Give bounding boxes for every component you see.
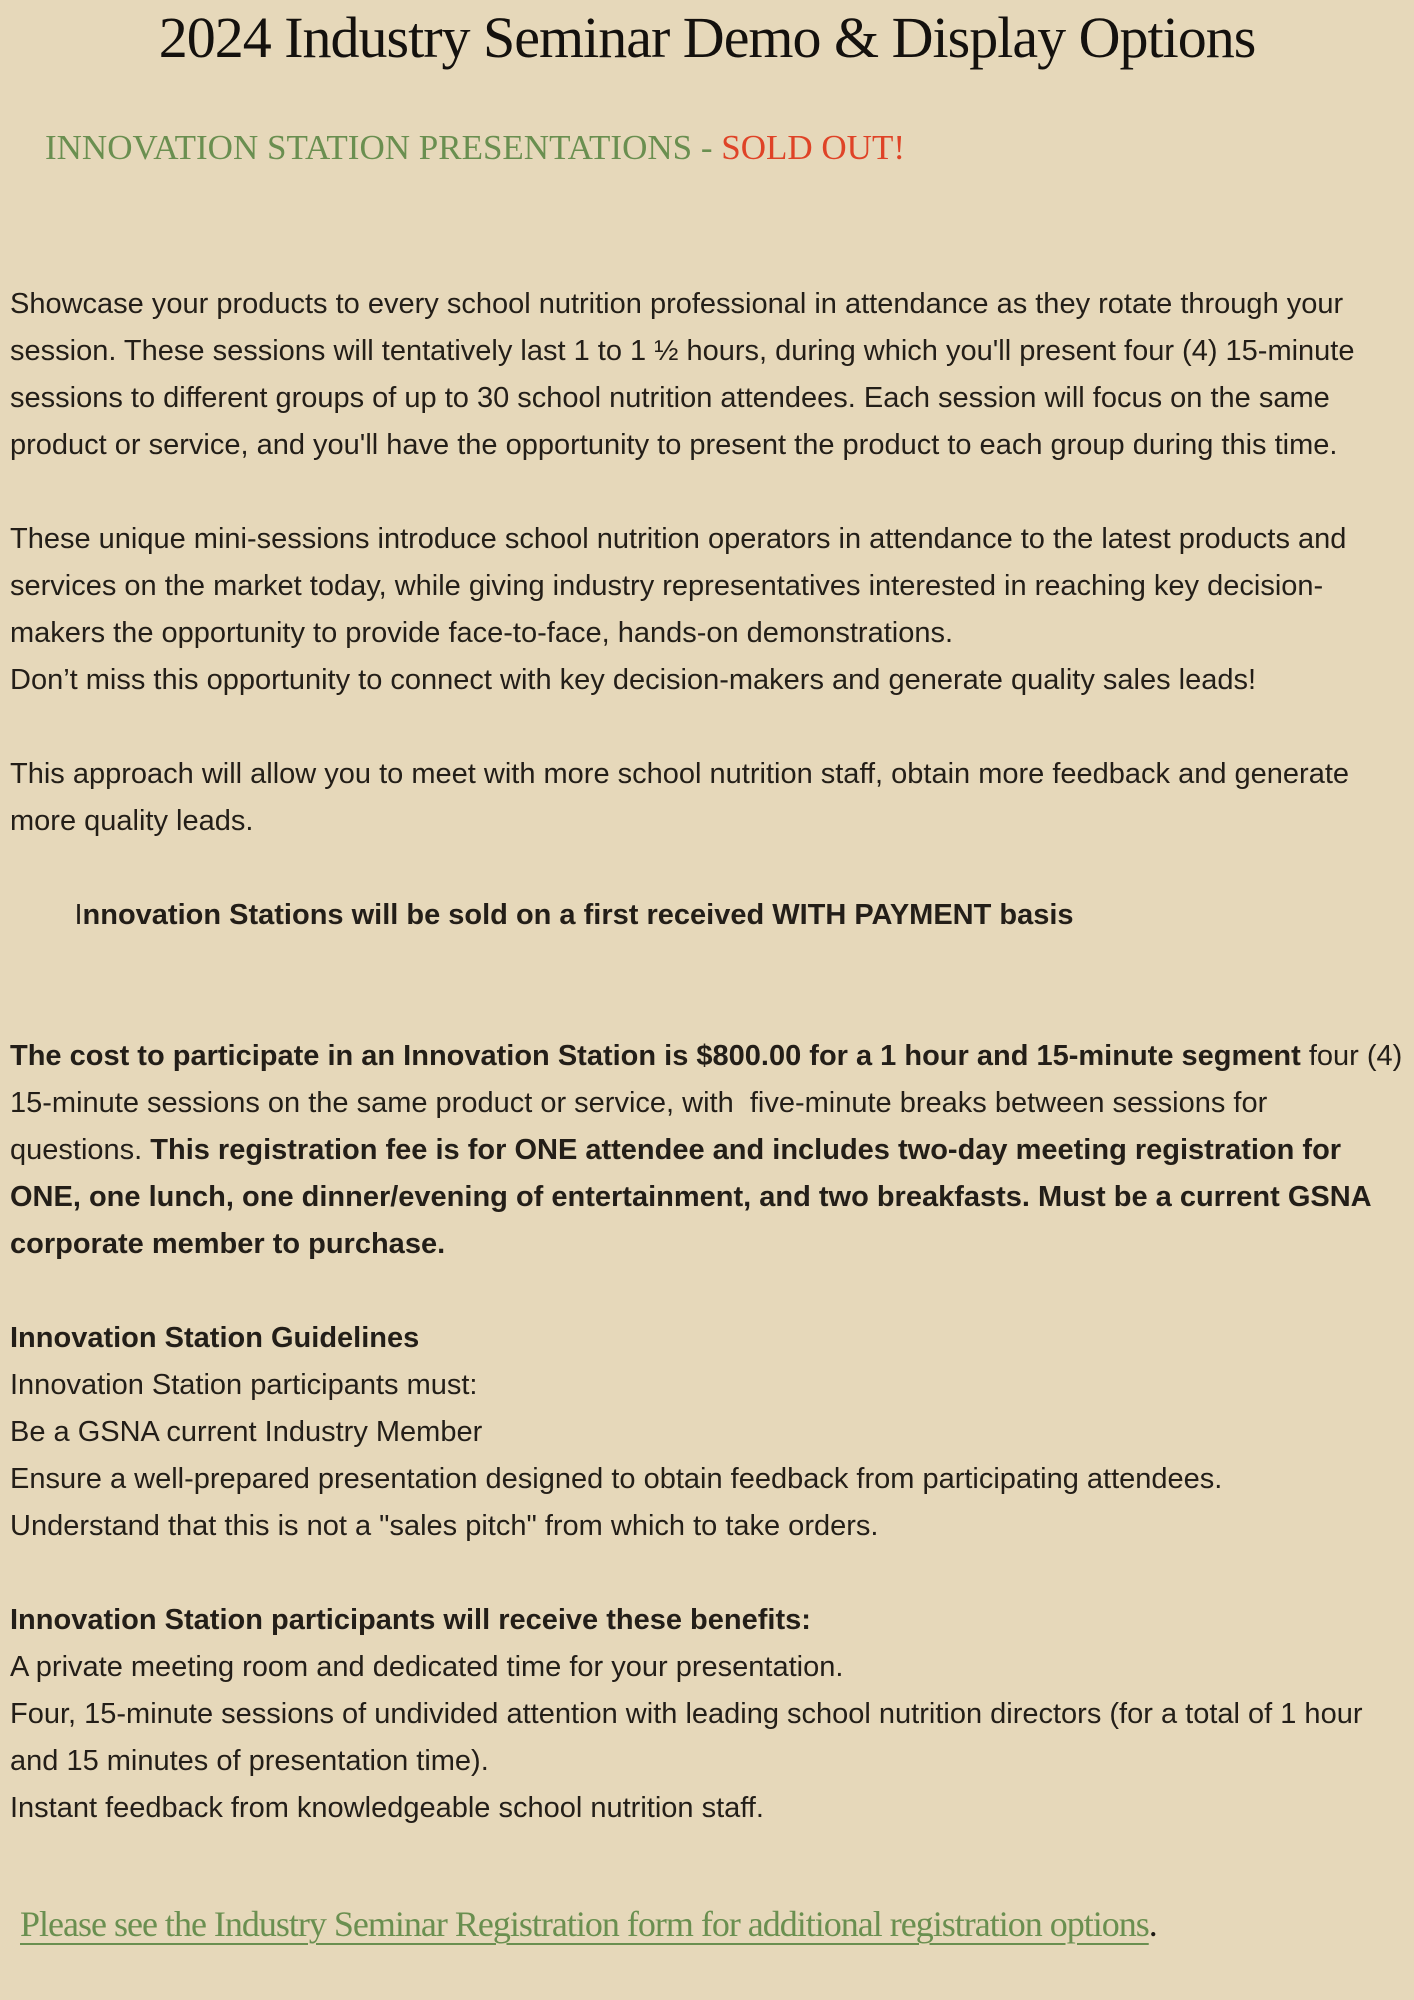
mini-sessions-text: These unique mini-sessions introduce school nutrition operators in attendance to the latest products and services on the market today, while giving industry representatives interested in reaching key decision-makers the opportunity to provide face-to-face, hands-on demonstrations. xyxy=(10,522,1355,649)
payment-note-bold: nnovation Stations will be sold on a first received WITH PAYMENT basis xyxy=(82,898,1074,931)
guidelines-heading: Innovation Station Guidelines xyxy=(10,1321,420,1354)
payment-note xyxy=(10,845,1404,986)
paragraph-cost xyxy=(10,1033,1411,1268)
subtitle-text: INNOVATION STATION PRESENTATIONS - xyxy=(45,127,722,167)
payment-note-prefix: I xyxy=(74,898,83,931)
cost-bold-tail: This registration fee is for ONE attendee and includes two-day meeting registration for ONE, one lunch, one dinner/evening of entertainment, and two breakfasts. Must be a current GSNA corporate member to purchase. xyxy=(10,1133,1379,1260)
body-content xyxy=(0,281,1414,1832)
registration-form-link[interactable]: Please see the Industry Seminar Registration form for additional registration options xyxy=(20,1904,1149,1944)
page-title: 2024 Industry Seminar Demo & Display Options xyxy=(158,5,1256,70)
paragraph-approach xyxy=(10,751,1404,986)
guideline-item: Ensure a well-prepared presentation designed to obtain feedback from participating attendees. xyxy=(10,1462,1223,1495)
cost-regular-text: four (4) 15-minute sessions on the same product or service, with five-minute breaks between sessions for questions. xyxy=(10,1039,1411,1166)
guideline-item: Be a GSNA current Industry Member xyxy=(10,1415,483,1448)
paragraph-showcase-text: Showcase your products to every school nutrition professional in attendance as they rotate through your session. These sessions will tentatively last 1 to 1 ½ hours, during which you'll present four (4) 15-minute sessions to different groups of up to 30 school nutrition attendees. Each session will focus on the same product or service, and you'll have the opportunity to present the product to each group during this time. xyxy=(10,287,1363,461)
cost-bold-lead: The cost to participate in an Innovation Station is $800.00 for a 1 hour and 15-minute segment xyxy=(10,1039,1301,1072)
dont-miss-text: Don’t miss this opportunity to connect with key decision-makers and generate quality sales leads! xyxy=(10,663,1257,696)
sold-out-label: SOLD OUT! xyxy=(721,127,905,167)
guideline-item: Understand that this is not a "sales pitch" from which to take orders. xyxy=(10,1509,879,1542)
section-benefits xyxy=(10,1597,1404,1832)
footer-period: . xyxy=(1148,1904,1157,1944)
subtitle-line xyxy=(0,85,1414,211)
section-guidelines xyxy=(10,1315,1404,1550)
footer xyxy=(20,1903,1157,1945)
benefit-item: Instant feedback from knowledgeable school nutrition staff. xyxy=(10,1791,764,1824)
benefit-item: Four, 15-minute sessions of undivided attention with leading school nutrition directors (for a total of 1 hour and 15 minutes of presentation time). xyxy=(10,1697,1371,1777)
guideline-item: Innovation Station participants must: xyxy=(10,1368,478,1401)
paragraph-mini-sessions xyxy=(10,516,1404,704)
paragraph-showcase xyxy=(10,281,1404,469)
approach-text: This approach will allow you to meet with more school nutrition staff, obtain more feedback and generate more quality leads. xyxy=(10,757,1358,837)
benefit-item: A private meeting room and dedicated time for your presentation. xyxy=(10,1650,844,1683)
benefits-heading: Innovation Station participants will receive these benefits: xyxy=(10,1603,811,1636)
